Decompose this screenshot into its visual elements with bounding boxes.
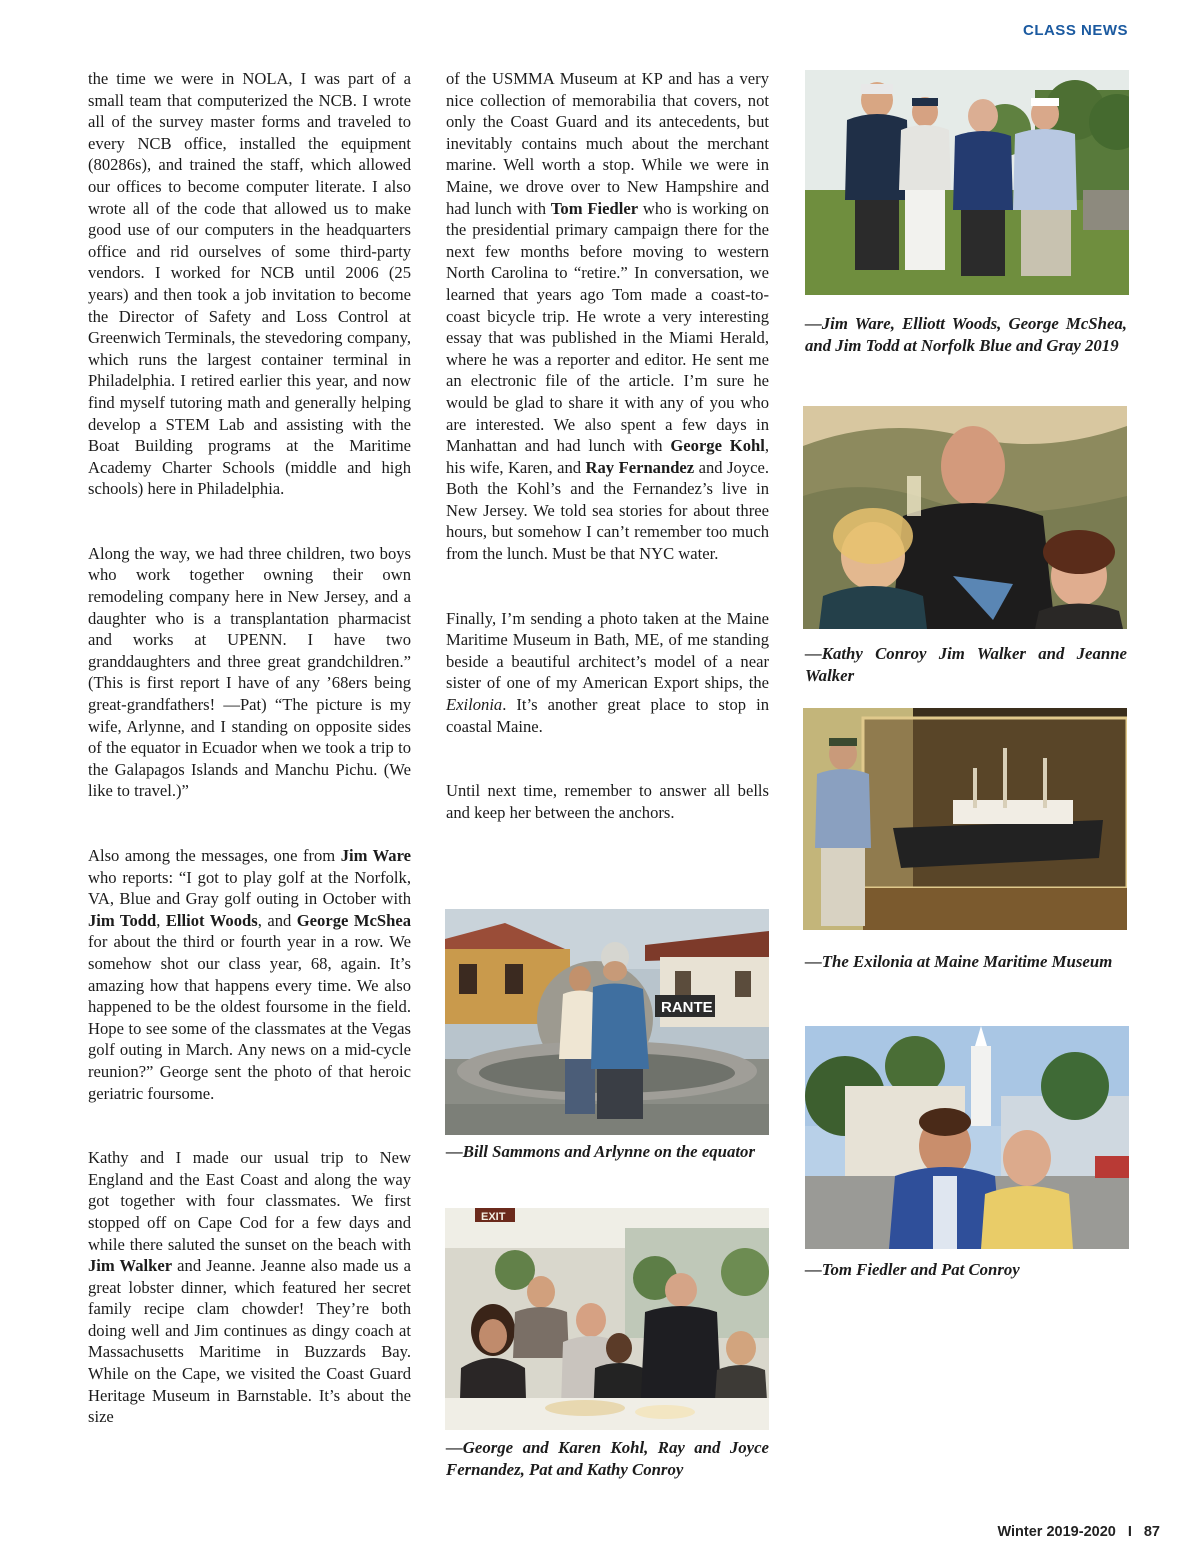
equator-photo [445,909,769,1135]
golf-caption: —Jim Ware, Elliott Woods, George McShea, and Jim Todd at Norfolk Blue and Gray 2019 [805,314,1127,355]
paragraph: Also among the messages, one from Jim Ware who reports: “I got to play golf at the Norfolk, VA, Blue and Gray golf outing in October with Jim Todd, Elliot Woods, and George McShea for about the third or fourth year in a row. We somehow shot our class year, 68, again. It’s amazing how that happens every time. We also happened to be the oldest foursome in the field. Hope to see some of the classmates at the Vegas golf outing in March. Any news on a mid-cycle reunion?” George sent the photo of that heroic geriatric foursome. [88,846,411,1103]
museum-photo [803,708,1127,930]
exit-sign-text: EXIT [481,1211,506,1223]
museum-caption: —The Exilonia at Maine Maritime Museum [805,952,1113,971]
page-footer [997,1524,1160,1540]
text-column-1 [88,68,411,1449]
equator-caption: —Bill Sammons and Arlynne on the equator [446,1142,755,1161]
text-column-2 [446,68,769,845]
section-label: CLASS NEWS [1022,22,1128,39]
paragraph: of the USMMA Museum at KP and has a very nice collection of memorabilia that covers, not only the Coast Guard and its antecedents, but inevitably contains much about the merchant marine. Well worth a stop. While we were in Maine, we drove over to New Hampshire and had lunch with Tom Fiedler who is working on the presidential primary campaign there for the next few months before moving to western North Carolina to “retire.” In conversation, we learned that years ago Tom made a coast-to-coast bicycle trip. He wrote a very interesting essay that was published in the Miami Herald, where he was a reporter and editor. He sent me an electronic file of the article. I’m sure he would be glad to share it with any of you who are interested. We also spent a few days in Manhattan and had lunch with George Kohl, his wife, Karen, and Ray Fernandez and Joyce. Both the Kohl’s and the Fernandez’s live in New Jersey. We told sea stories for about three hours, but somehow I can’t remember too much from the lunch. Must be that NYC water. [446,69,770,564]
paragraph: Kathy and I made our usual trip to New England and the East Coast and along the way got together with four classmates. We first stopped off on Cape Cod for a few days and while there saluted the sunset on the beach with Jim Walker and Jeanne. Jeanne also made us a great lobster dinner, which featured her secret family recipe clam chowder! They’re both doing well and Jim continues as dingy coach at Massachusetts Maritime in Buzzards Bay. While on the Cape, we visited the Coast Guard Heritage Museum in Barnstable. It’s about the size [88,1148,411,1427]
beach-caption: —Kathy Conroy Jim Walker and Jeanne Walker [805,644,1127,685]
issue-label: Winter 2019-2020 [997,1524,1116,1540]
paragraph: Until next time, remember to answer all bells and keep her between the anchors. [446,781,769,822]
fiedler-caption: —Tom Fiedler and Pat Conroy [805,1260,1020,1279]
paragraph: Along the way, we had three children, two boys who work together owning their own remodeling company here in New Jersey, and a daughter who is a transplantation pharmacist and works at UPENN. I have two granddaughters and three great grandchildren.” (This is first report I have of any ’68ers being great-grandfathers! —Pat) “The picture is my wife, Arlynne, and I standing on opposite sides of the equator in Ecuador when we took a trip to the Galapagos Islands and Manchu Pichu. (We like to travel.)” [88,543,411,801]
sign-text: RANTE [661,999,713,1016]
dinner-photo [445,1208,769,1430]
footer-separator: I [1127,1524,1132,1540]
page-number: 87 [1143,1524,1160,1540]
fiedler-photo [805,1026,1129,1249]
paragraph: Finally, I’m sending a photo taken at the Maine Maritime Museum in Bath, ME, of me standing beside a beautiful architect’s model of a near sister of one of my American Export ships, the Exilonia. It’s another great place to stop in coastal Maine. [446,608,769,736]
golf-photo [805,70,1129,295]
dinner-caption: —George and Karen Kohl, Ray and Joyce Fernandez, Pat and Kathy Conroy [446,1438,769,1479]
paragraph: the time we were in NOLA, I was part of a small team that computerized the NCB. I wrote all of the survey master forms and traveled to every NCB office, installed the equipment (80286s), and trained the staff, which allowed our offices to become computer literate. I also wrote all of the code that allowed us to make good use of our computers in the headquarters office and rid ourselves of some third-party vendors. I worked for NCB until 2006 (25 years) and then took a job invitation to become the Director of Safety and Loss Control at Greenwich Terminals, the stevedoring company, which runs the largest container terminal in Philadelphia. I retired earlier this year, and now find myself tutoring math and generally helping develop a STEM Lab and assisting with the Boat Building programs at the Maritime Academy Charter Schools (middle and high schools) here in Philadelphia. [88,69,411,499]
beach-photo [803,406,1127,629]
